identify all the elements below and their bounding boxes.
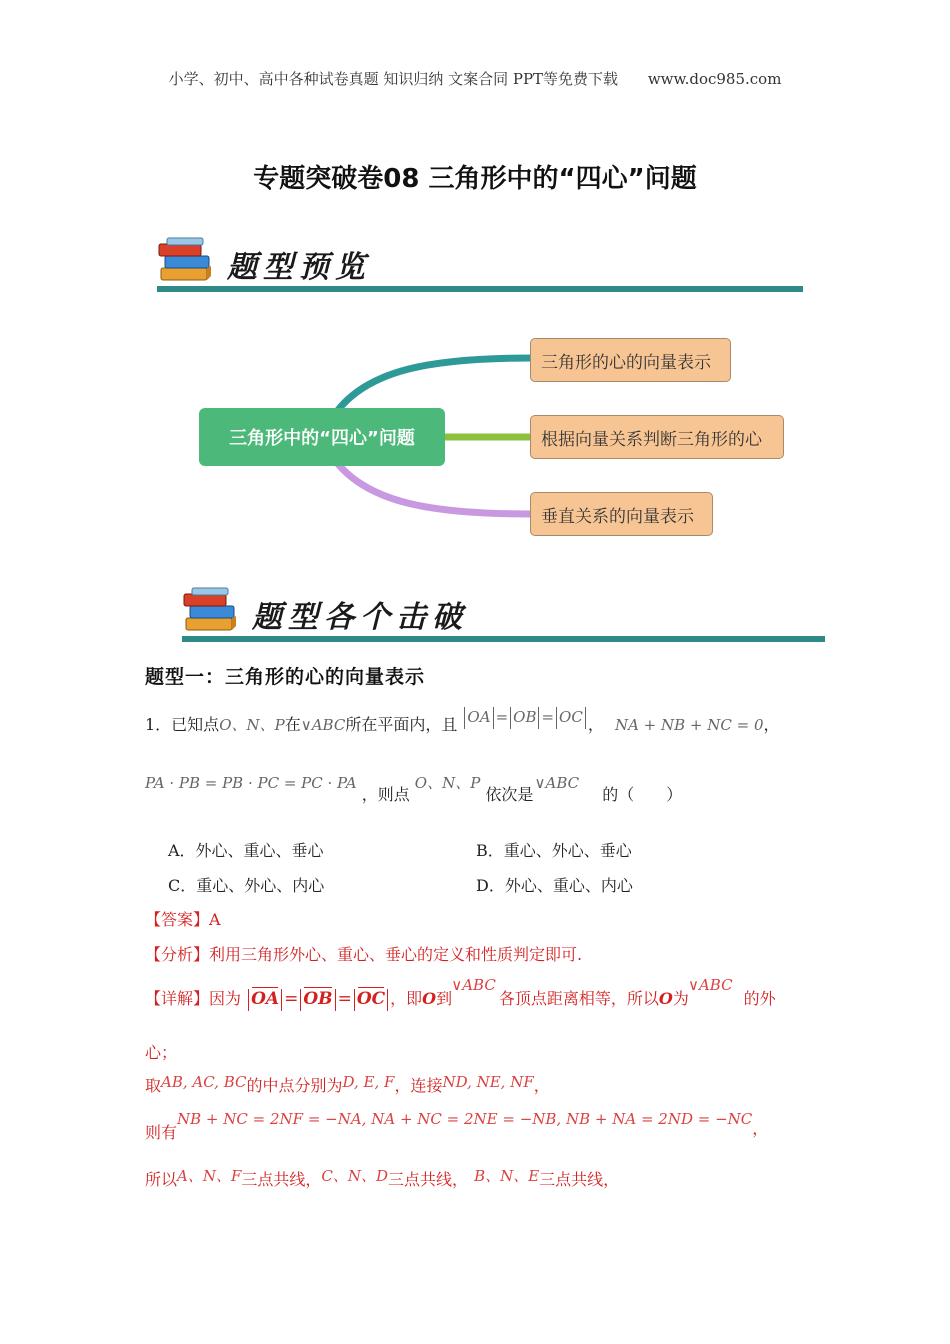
- connector-top: [338, 358, 532, 410]
- vector-ob: OB: [303, 989, 333, 1009]
- option-c[interactable]: C．重心、外心、内心: [168, 876, 325, 895]
- detail-tag: 【详解】: [145, 989, 210, 1008]
- text-comma: ，: [587, 715, 604, 734]
- math-sides: AB, AC, BC: [161, 1073, 247, 1091]
- math-abs-equality: [462, 708, 587, 726]
- text-collinear: 三点共线，: [388, 1170, 469, 1189]
- text-comma: ，: [763, 715, 780, 734]
- mindmap-node-3[interactable]: 垂直关系的向量表示: [530, 492, 713, 536]
- banner-label: 题型预览: [227, 250, 371, 285]
- books-icon: [182, 586, 240, 636]
- analysis-line: [145, 942, 582, 965]
- text-then-have: 则有: [145, 1123, 178, 1142]
- math-eq: =: [541, 708, 555, 726]
- page-title: 专题突破卷08 三角形中的“四心”问题: [253, 164, 697, 194]
- text-is: 为: [672, 989, 689, 1008]
- math-eq: =: [495, 708, 509, 726]
- mindmap-node-1[interactable]: 三角形的心的向量表示: [530, 338, 731, 382]
- option-a[interactable]: A．外心、重心、垂心: [168, 841, 324, 860]
- header-text: 小学、初中、高中各种试卷真题 知识归纳 文案合同 PPT等免费下载: [168, 70, 619, 88]
- math-triangle: ∨ABC: [534, 774, 580, 792]
- math-triangle: ∨ABC: [451, 976, 496, 994]
- math-eq: =: [337, 989, 352, 1009]
- analysis-tag: 【分析】: [145, 945, 210, 964]
- math-points: O、N、P: [219, 716, 285, 734]
- math-points: O、N、P: [414, 774, 481, 792]
- question-1-line-1: [145, 708, 780, 737]
- mindmap-node-2[interactable]: 根据向量关系判断三角形的心: [530, 415, 784, 459]
- question-1-line-2: [145, 774, 683, 804]
- text-then: ，则点: [361, 785, 410, 804]
- text-comma: ，: [752, 1119, 769, 1138]
- text-equal-distance: 各顶点距离相等，所以: [498, 989, 659, 1008]
- mindmap-connectors: [0, 0, 950, 600]
- math-o: O: [658, 989, 673, 1008]
- text-because: 因为: [209, 989, 242, 1008]
- text-collinear: 三点共线，: [241, 1170, 322, 1189]
- text-in: 在: [284, 715, 301, 734]
- text-comma: ，: [533, 1076, 550, 1095]
- math-collinear-2: C、N、D: [321, 1167, 389, 1185]
- math-def: D, E, F: [342, 1073, 395, 1091]
- text-outer: 的外: [743, 989, 776, 1008]
- answer-value: A: [209, 910, 221, 929]
- detail-line-5: [145, 1167, 619, 1190]
- connector-bottom: [338, 464, 530, 514]
- header-site[interactable]: www.doc985.com: [647, 70, 782, 88]
- math-oc: OC: [559, 708, 583, 726]
- math-o: O: [422, 989, 437, 1008]
- vector-oc: OC: [356, 989, 386, 1009]
- text-order: 依次是: [485, 785, 534, 804]
- detail-line-1: [145, 976, 776, 1011]
- text-connect: ，连接: [394, 1076, 443, 1095]
- detail-line-3: [145, 1073, 550, 1096]
- math-triangle: ∨ABC: [300, 716, 346, 734]
- analysis-text: 利用三角形外心、重心、垂心的定义和性质判定即可.: [209, 945, 583, 964]
- text-to: 到: [436, 989, 453, 1008]
- option-b[interactable]: B．重心、外心、垂心: [476, 841, 632, 860]
- vector-oa: OA: [251, 989, 280, 1009]
- math-median-equations: NB + NC = 2NF = −NA, NA + NC = 2NE = −NB, NB + NA = 2ND = −NC: [177, 1110, 753, 1128]
- text-midpoints: 的中点分别为: [246, 1076, 343, 1095]
- text-tail: 的（ ）: [602, 785, 683, 804]
- text-so: 所以: [145, 1170, 178, 1189]
- section-title: 题型一：三角形的心的向量表示: [145, 666, 426, 688]
- math-lines: ND, NE, NF: [442, 1073, 534, 1091]
- math-orthocenter-condition: PA · PB = PB · PC = PC · PA: [145, 774, 357, 792]
- math-eq: =: [284, 989, 299, 1009]
- detail-line-2: 心；: [145, 1043, 178, 1062]
- math-triangle: ∨ABC: [687, 976, 733, 994]
- math-centroid-condition: NA + NB + NC = 0: [614, 716, 764, 734]
- text-take: 取: [145, 1076, 162, 1095]
- math-ob: OB: [513, 708, 537, 726]
- math-collinear-3: B、N、E: [474, 1167, 540, 1185]
- answer-line: [145, 907, 221, 930]
- text-ie: ，即: [390, 989, 423, 1008]
- mindmap-center-node[interactable]: 三角形中的“四心”问题: [199, 408, 445, 466]
- math-vector-equality: [246, 989, 390, 1009]
- math-collinear-1: A、N、F: [177, 1167, 242, 1185]
- detail-line-4: [145, 1110, 769, 1142]
- text-plane: 所在平面内，且: [345, 715, 458, 734]
- question-number: 1．已知点: [145, 715, 220, 734]
- banner-label: 题型各个击破: [252, 600, 468, 635]
- option-d[interactable]: D．外心、重心、内心: [476, 876, 633, 895]
- section-banner-breakdown: [182, 586, 825, 646]
- banner-rule: [182, 636, 825, 642]
- answer-tag: 【答案】: [145, 910, 210, 929]
- math-oa: OA: [467, 708, 491, 726]
- text-collinear: 三点共线，: [539, 1170, 620, 1189]
